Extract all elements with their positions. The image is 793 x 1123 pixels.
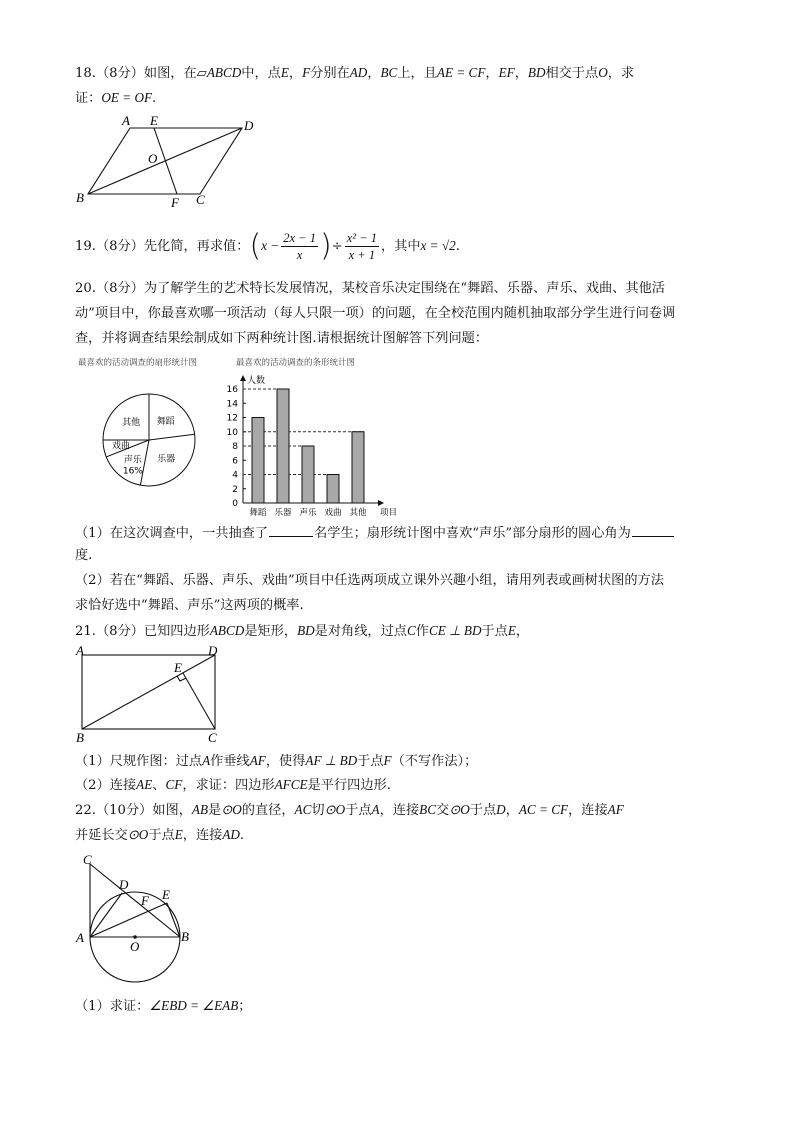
bar	[277, 389, 289, 503]
segment-ae	[90, 903, 167, 937]
answer-blank-angle[interactable]	[632, 522, 674, 537]
q18-point-o: O	[598, 65, 608, 80]
label-a: A	[76, 930, 84, 945]
q18-ef: EF	[498, 65, 515, 80]
y-tick-label: 10	[226, 427, 238, 438]
q20-sub-1-end: 度.	[75, 548, 93, 563]
label-e: E	[162, 887, 170, 902]
label-o: O	[148, 151, 158, 166]
q20-sub-1: （1）在这次调查中，一共抽查了 名学生；扇形统计图中喜欢“声乐”部分扇形的圆心角为	[75, 522, 675, 544]
pie-chart	[78, 355, 228, 495]
label-d: D	[119, 877, 129, 892]
bar	[302, 446, 314, 503]
q20-line-3: 查，并将调查结果绘制成如下两种统计图.请根据统计图解答下列问题：	[75, 331, 489, 346]
y-tick-label: 4	[232, 470, 238, 481]
q19-fraction-1: $\frac{2x - 1}{x}$	[283, 231, 316, 262]
q18-point-e: E	[280, 65, 289, 80]
bar	[352, 432, 364, 503]
q18-abcd: ABCD	[206, 65, 242, 80]
x-axis-arrow	[378, 500, 384, 506]
q19-x-value: x = √2	[420, 238, 456, 253]
bar	[327, 475, 339, 504]
q18-text: 中，点	[241, 66, 281, 81]
q19-divide: ÷	[331, 239, 343, 254]
q20-sub-2-line-1: （2）若在“舞蹈、乐器、声乐、戏曲”项目中任选两项成立课外兴趣小组，请用列表或画树状图的方法	[75, 573, 664, 588]
q18-oe-eq-of: OE = OF	[101, 90, 153, 105]
pie-slice-percent: 16%	[122, 466, 143, 477]
pie-slice-label: 声乐	[123, 455, 142, 466]
label-b: B	[76, 730, 84, 745]
label-b: B	[76, 190, 84, 205]
label-d: D	[244, 118, 254, 133]
y-tick-label: 2	[232, 484, 238, 495]
label-c: C	[208, 730, 217, 745]
label-a: A	[122, 113, 130, 128]
q19-fraction-2: $\frac{\text{x² − 1}}{x + 1}$	[346, 231, 377, 262]
q19-prompt: 19.（8分）先化简，再求值：	[75, 239, 250, 254]
q20-line-1: 20.（8分）为了解学生的艺术特长发展情况，某校音乐决定围绕在“舞蹈、乐器、声乐、戏曲、其他活	[75, 281, 665, 296]
x-tick-label: 乐器	[274, 508, 292, 518]
x-tick-label: 声乐	[299, 508, 317, 518]
y-tick-label: 6	[232, 456, 238, 467]
q18-point-f: F	[302, 65, 311, 80]
y-tick-label: 16	[226, 385, 238, 395]
y-tick-label: 14	[226, 399, 238, 410]
q18-line-1: 18.（8分）如图，在▱ABCD中，点E，F分别在AD，BC上，且AE = CF，EF，BD相交于点O，求	[75, 65, 635, 81]
y-axis-arrow	[240, 375, 246, 381]
q18-parallelogram-figure	[70, 110, 270, 210]
q18-ae-eq-cf: AE = CF	[436, 65, 486, 80]
q18-ad: AD	[349, 65, 368, 80]
q18-bd: BD	[527, 65, 546, 80]
q21-sub-1: （1）尺规作图：过点A作垂线AF，使得AF ⊥ BD于点F（不写作法）；	[75, 753, 478, 769]
pie-slice-label: 戏曲	[111, 441, 130, 452]
y-axis-label: 人数	[247, 376, 266, 386]
q22-line-1: 22.（10分）如图，AB是⊙O的直径，AC切⊙O于点A，连接BC交⊙O于点D，AC = CF，连接AF	[75, 802, 624, 818]
bar	[252, 418, 264, 504]
q18-text: 18.（8分）如图，在	[75, 66, 197, 81]
q22-angle-equation: ∠EBD = ∠EAB	[149, 998, 239, 1013]
perpendicular-ce	[183, 673, 215, 729]
q22-line-2: 并延长交⊙O于点E，连接AD.	[75, 827, 245, 843]
y-tick-label: 0	[232, 499, 238, 509]
pie-chart-title: 最喜欢的活动调查的扇形统计图	[78, 358, 198, 368]
label-c: C	[196, 192, 205, 207]
pie-slice-label: 乐器	[157, 454, 176, 465]
q20-line-2: 动”项目中，你最喜欢哪一项活动（每人只限一项）的问题，在全校范围内随机抽取部分学生进行问卷调	[75, 306, 676, 321]
q21-rectangle-figure	[72, 645, 232, 745]
pie-slice-label: 舞蹈	[156, 417, 175, 428]
x-tick-label: 其他	[349, 508, 367, 518]
x-axis-label: 项目	[380, 508, 398, 518]
q22-circle-figure	[74, 852, 204, 987]
parallelogram-symbol: ▱	[196, 66, 207, 81]
y-tick-label: 12	[226, 413, 238, 424]
bar-chart	[228, 355, 408, 517]
label-f: F	[171, 195, 179, 210]
q18-bc: BC	[380, 65, 398, 80]
x-tick-label: 舞蹈	[249, 508, 267, 518]
label-e: E	[174, 660, 182, 675]
label-c: C	[83, 852, 92, 867]
q21-sub-2: （2）连接AE、CF，求证：四边形AFCE是平行四边形.	[75, 777, 391, 793]
label-o: O	[130, 939, 140, 954]
label-d: D	[208, 643, 218, 658]
pie-slice-label: 其他	[122, 418, 141, 429]
bar-chart-title: 最喜欢的活动调查的条形统计图	[236, 358, 356, 368]
answer-blank-total[interactable]	[269, 522, 313, 537]
label-b: B	[181, 929, 189, 944]
label-e: E	[150, 113, 158, 128]
y-tick-label: 8	[232, 442, 238, 452]
q19-x-minus: x −	[261, 238, 280, 253]
q22-sub-1: （1）求证：∠EBD = ∠EAB；	[75, 998, 252, 1014]
q21-ce-perp-bd: CE ⊥ BD	[428, 623, 482, 638]
label-a: A	[76, 643, 84, 658]
q18-line-2: 证：OE = OF.	[75, 90, 157, 106]
pie-slice-boundary	[149, 434, 195, 440]
segment-ef	[154, 128, 177, 194]
q21-line-1: 21.（8分）已知四边形ABCD是矩形，BD是对角线，过点C作CE ⊥ BD于点E，	[75, 623, 530, 639]
x-tick-label: 戏曲	[324, 508, 342, 518]
q19-line: 19.（8分）先化简，再求值：(x − $\frac{2x - 1}{x}$ )÷ $\frac{\text{x² − 1}}{x + 1}$ ，其中x = √2.	[75, 228, 460, 264]
q20-sub-2-line-2: 求恰好选中“舞蹈、声乐”这两项的概率.	[75, 598, 304, 613]
diagonal-bd	[82, 655, 215, 729]
label-f: F	[141, 893, 149, 908]
